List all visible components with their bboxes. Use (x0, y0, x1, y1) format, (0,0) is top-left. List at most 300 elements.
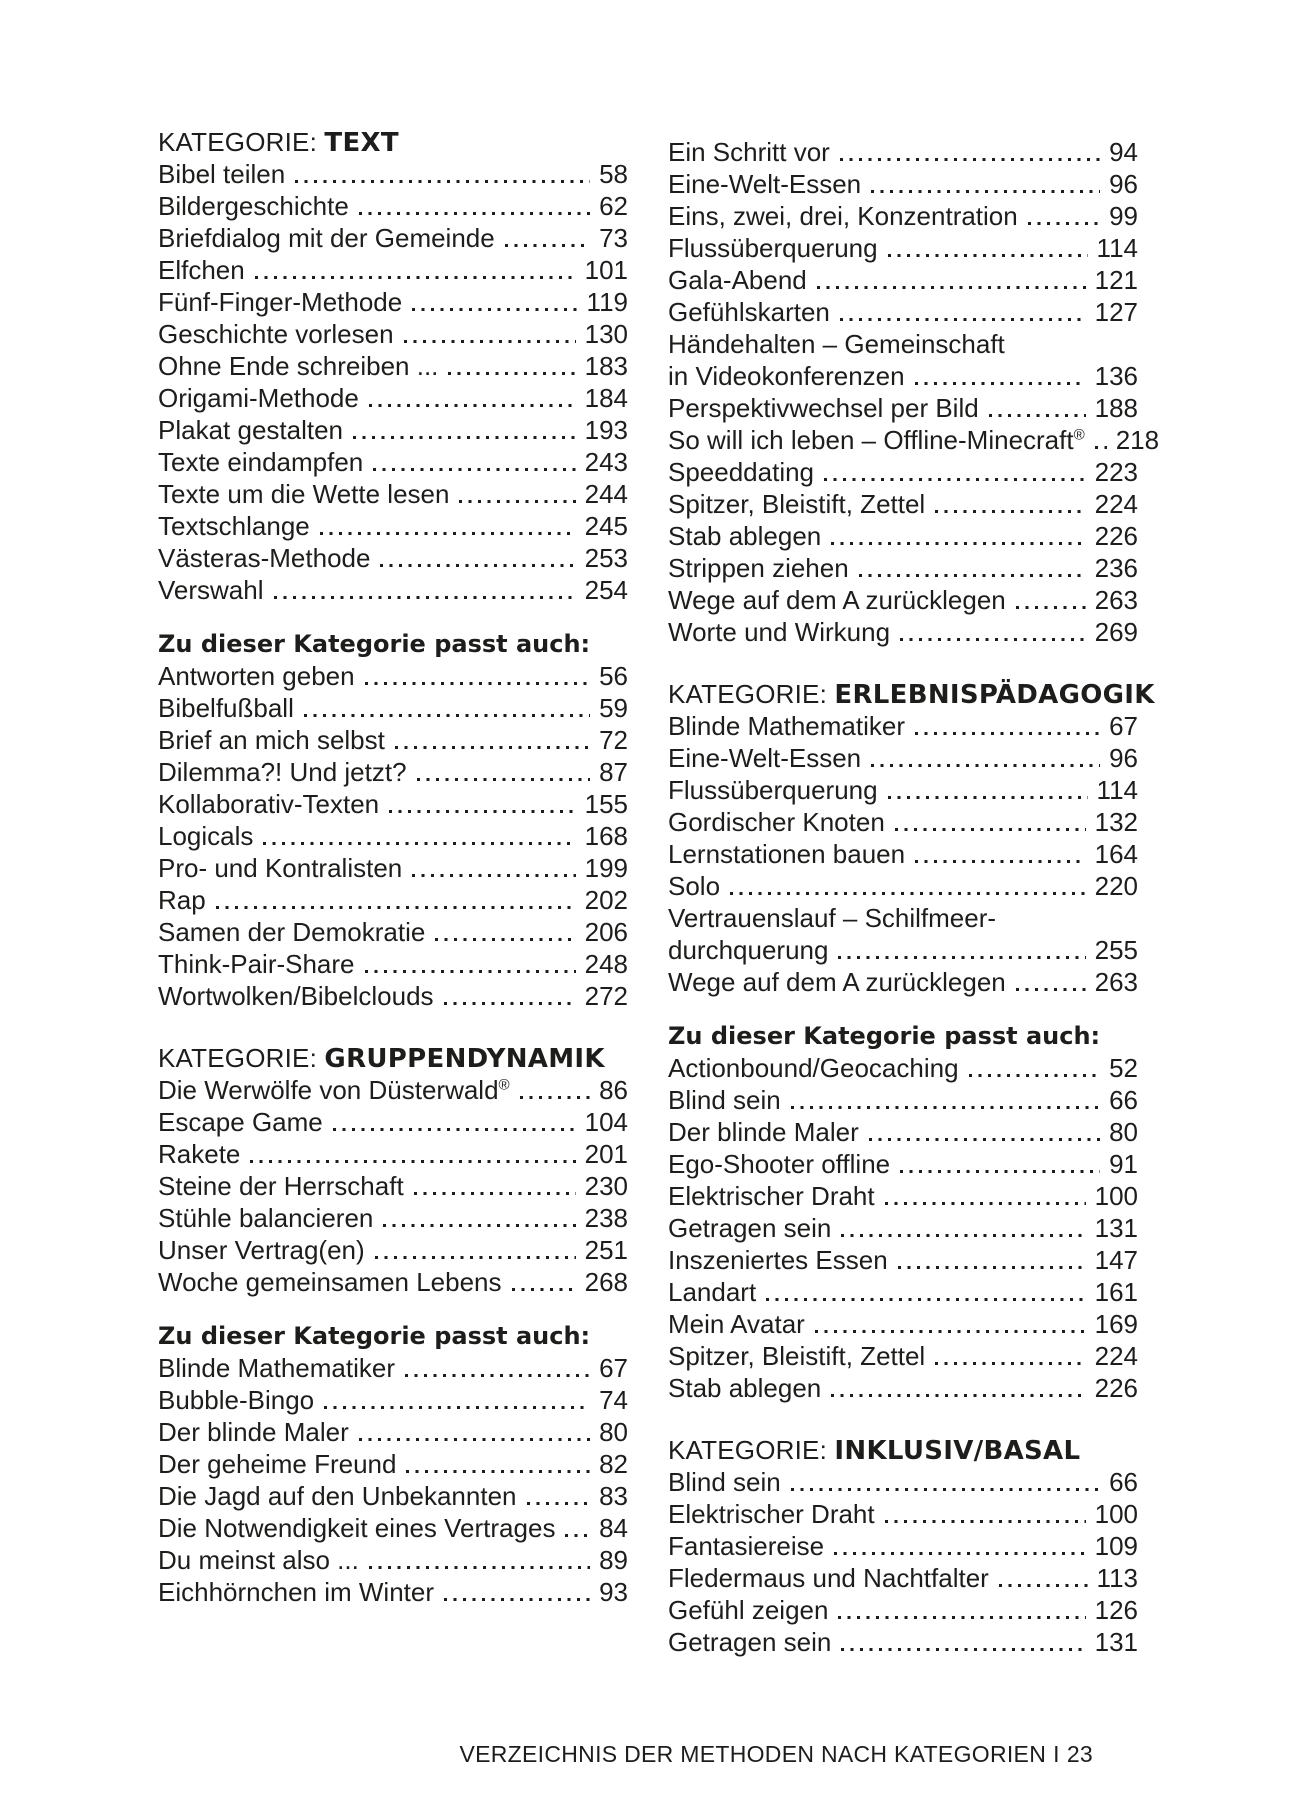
entry-label: Eine-Welt-Essen (668, 743, 862, 773)
entry-label: Texte eindampfen (158, 447, 364, 477)
entry-page-number: 114 (1096, 233, 1138, 263)
entry-page-number: 80 (599, 1417, 628, 1447)
dot-leader (417, 778, 591, 781)
entry-label: Fledermaus und Nachtfalter (668, 1563, 989, 1593)
dot-leader (730, 892, 1086, 895)
entry-label: Wege auf dem A zurücklegen (668, 967, 1006, 997)
entry-label: Händehalten – Gemeinschaft (668, 329, 1005, 359)
entry-page-number: 87 (599, 757, 628, 787)
entry-page-number: 244 (584, 479, 628, 509)
dot-leader (859, 574, 1086, 577)
entry-label: Blind sein (668, 1467, 781, 1497)
toc-entry (158, 318, 628, 350)
dot-leader (412, 874, 575, 877)
dot-leader (838, 1616, 1085, 1619)
entry-page-number: 136 (1094, 361, 1138, 391)
entry-label: Gordischer Knoten (668, 807, 885, 837)
toc-entry (158, 1234, 628, 1266)
entry-page-number: 73 (599, 223, 628, 253)
entry-label: Landart (668, 1277, 757, 1307)
toc-entry (668, 1562, 1138, 1594)
toc-entry (158, 852, 628, 884)
entry-label: Blinde Mathematiker (668, 711, 905, 741)
toc-entry (158, 724, 628, 756)
entry-page-number: 164 (1094, 839, 1138, 869)
toc-entry (668, 870, 1138, 902)
dot-leader (900, 638, 1086, 641)
toc-entry (668, 264, 1138, 296)
entry-label: Pro- und Kontralisten (158, 853, 403, 883)
dot-leader (353, 436, 576, 439)
dot-leader (320, 532, 576, 535)
dot-leader (459, 500, 575, 503)
toc-entry (158, 916, 628, 948)
dot-leader (389, 810, 575, 813)
dot-leader (412, 308, 577, 311)
entry-label: Rakete (158, 1139, 241, 1169)
toc-entry (668, 1372, 1138, 1404)
dot-leader (888, 796, 1088, 799)
entry-page-number: 119 (586, 287, 628, 317)
entry-label: Gala-Abend (668, 265, 807, 295)
entry-page-number: 99 (1109, 201, 1138, 231)
entry-page-number: 236 (1094, 553, 1138, 583)
entry-page-number: 89 (599, 1545, 628, 1575)
entry-label: Bibel teilen (158, 159, 286, 189)
entry-label: Vertrauenslauf – Schilfmeer- (668, 903, 997, 933)
category-name: INKLUSIV/BASAL (834, 1436, 1081, 1466)
toc-entry (668, 1340, 1138, 1372)
dot-leader (304, 714, 590, 717)
entry-page-number: 268 (584, 1267, 628, 1297)
entry-label: Ohne Ende schreiben ... (158, 351, 439, 381)
entry-page-number: 94 (1109, 137, 1138, 167)
category-heading (158, 126, 628, 158)
toc-entry (158, 1576, 628, 1608)
entry-label: Verswahl (158, 575, 264, 605)
entry-label: Briefdialog mit der Gemeinde (158, 223, 495, 253)
entry-page-number: 218 (1115, 425, 1160, 455)
entry-page-number: 56 (599, 661, 628, 691)
entry-page-number: 127 (1094, 297, 1138, 327)
dot-leader (414, 1192, 576, 1195)
dot-leader (1028, 222, 1100, 225)
dot-leader (1095, 446, 1107, 449)
entry-label: Bildergeschichte (158, 191, 349, 221)
dot-leader (766, 1298, 1085, 1301)
entry-label: Ein Schritt vor (668, 137, 830, 167)
toc-entry (158, 478, 628, 510)
entry-label: Die Jagd auf den Unbekannten (158, 1481, 517, 1511)
entry-page-number: 199 (584, 853, 628, 883)
entry-label: Wege auf dem A zurücklegen (668, 585, 1006, 615)
dot-leader (999, 1584, 1088, 1587)
entry-page-number: 201 (584, 1139, 628, 1169)
toc-entry (158, 1138, 628, 1170)
entry-page-number: 183 (584, 351, 628, 381)
toc-entry (668, 710, 1138, 742)
entry-label: Der blinde Maler (668, 1117, 859, 1147)
entry-label: Gefühlskarten (668, 297, 830, 327)
subheading: Zu dieser Kategorie passt auch: (158, 630, 591, 658)
registered-mark: ® (498, 1076, 510, 1094)
toc-entry (158, 542, 628, 574)
entry-page-number: 193 (584, 415, 628, 445)
entry-label: Getragen sein (668, 1213, 832, 1243)
dot-leader (250, 1160, 575, 1163)
entry-page-number: 126 (1094, 1595, 1138, 1625)
entry-label: Samen der Demokratie (158, 917, 426, 947)
toc-entry (158, 948, 628, 980)
toc-entry (158, 1074, 628, 1106)
toc-entry (158, 1352, 628, 1384)
dot-leader (406, 1470, 590, 1473)
entry-page-number: 169 (1094, 1309, 1138, 1339)
toc-entry (668, 136, 1138, 168)
entry-label: Bibelfußball (158, 693, 294, 723)
toc-entry (668, 360, 1138, 392)
entry-label: Perspektivwechsel per Bild (668, 393, 979, 423)
toc-entry (668, 328, 1138, 360)
toc-column-left (158, 126, 628, 1608)
toc-entry (158, 820, 628, 852)
category-prefix: KATEGORIE: (158, 1043, 325, 1073)
dot-leader (395, 746, 590, 749)
entry-page-number: 188 (1094, 393, 1138, 423)
entry-label: Flussüberquerung (668, 233, 878, 263)
toc-entry (158, 382, 628, 414)
entry-label: durchquerung (668, 935, 829, 965)
dot-leader (375, 1256, 576, 1259)
entry-label: Steine der Herrschaft (158, 1171, 404, 1201)
dot-leader (841, 1234, 1085, 1237)
entry-label: Getragen sein (668, 1627, 832, 1657)
dot-leader (383, 1224, 575, 1227)
entry-label: Västeras-Methode (158, 543, 371, 573)
entry-page-number: 248 (584, 949, 628, 979)
entry-page-number: 168 (584, 821, 628, 851)
entry-page-number: 86 (599, 1075, 628, 1105)
category-heading (668, 678, 1155, 710)
entry-label: Spitzer, Bleistift, Zettel (668, 489, 926, 519)
entry-page-number: 202 (584, 885, 628, 915)
toc-entry (668, 966, 1138, 998)
toc-entry (158, 446, 628, 478)
toc-entry (668, 1530, 1138, 1562)
dot-leader (885, 1520, 1086, 1523)
dot-leader (333, 1128, 576, 1131)
entry-label: Gefühl zeigen (668, 1595, 829, 1625)
entry-page-number: 72 (599, 725, 628, 755)
entry-label: Strippen ziehen (668, 553, 849, 583)
dot-leader (900, 1170, 1100, 1173)
dot-leader (448, 372, 575, 375)
toc-entry (668, 520, 1138, 552)
entry-label: Elfchen (158, 255, 245, 285)
dot-leader (871, 190, 1100, 193)
entry-page-number: 96 (1109, 743, 1138, 773)
dot-leader (885, 1202, 1086, 1205)
dot-leader (841, 1648, 1085, 1651)
dot-leader (898, 1266, 1086, 1269)
entry-page-number: 224 (1094, 1341, 1138, 1371)
toc-entry (158, 660, 628, 692)
toc-entry (668, 1626, 1138, 1658)
entry-page-number: 59 (599, 693, 628, 723)
entry-label: Woche gemeinsamen Lebens (158, 1267, 502, 1297)
toc-entry (668, 488, 1138, 520)
dot-leader (359, 212, 590, 215)
toc-entry (158, 1512, 628, 1544)
category-name: GRUPPENDYNAMIK (324, 1044, 605, 1074)
entry-page-number: 243 (584, 447, 628, 477)
entry-label: Geschichte vorlesen (158, 319, 394, 349)
toc-entry (158, 190, 628, 222)
entry-page-number: 52 (1109, 1053, 1138, 1083)
toc-entry (668, 1212, 1138, 1244)
entry-label: Rap (158, 885, 206, 915)
toc-entry (158, 788, 628, 820)
entry-label: Dilemma?! Und jetzt? (158, 757, 407, 787)
entry-page-number: 84 (599, 1513, 628, 1543)
entry-page-number: 131 (1094, 1213, 1138, 1243)
entry-page-number: 147 (1094, 1245, 1138, 1275)
category-name: TEXT (324, 128, 399, 158)
dot-leader (831, 1394, 1085, 1397)
toc-entry (668, 168, 1138, 200)
dot-leader (815, 1330, 1086, 1333)
entry-page-number: 272 (584, 981, 628, 1011)
toc-entry (668, 1498, 1138, 1530)
category-heading (158, 1042, 628, 1074)
entry-label: Inszeniertes Essen (668, 1245, 888, 1275)
toc-entry (158, 1266, 628, 1298)
dot-leader (274, 596, 576, 599)
entry-label: Stab ablegen (668, 521, 822, 551)
dot-leader (444, 1002, 576, 1005)
dot-leader (869, 1138, 1100, 1141)
toc-entry (668, 806, 1138, 838)
entry-page-number: 83 (599, 1481, 628, 1511)
entry-page-number: 226 (1094, 1373, 1138, 1403)
entry-label: Escape Game (158, 1107, 323, 1137)
entry-label: Kollaborativ-Texten (158, 789, 380, 819)
dot-leader (512, 1288, 576, 1291)
toc-entry (668, 742, 1138, 774)
dot-leader (380, 564, 575, 567)
entry-label: Elektrischer Draht (668, 1499, 875, 1529)
toc-entry (668, 392, 1138, 424)
entry-page-number: 238 (584, 1203, 628, 1233)
dot-leader (365, 682, 590, 685)
dot-leader (888, 254, 1088, 257)
entry-label: Blind sein (668, 1085, 781, 1115)
toc-entry (668, 456, 1138, 488)
dot-leader (935, 510, 1085, 513)
dot-leader (817, 286, 1086, 289)
entry-label: Eine-Welt-Essen (668, 169, 862, 199)
category-name: ERLEBNISPÄDAGOGIK (834, 680, 1155, 710)
entry-page-number: 253 (584, 543, 628, 573)
toc-entry (158, 286, 628, 318)
registered-mark: ® (1073, 426, 1085, 444)
toc-entry (668, 232, 1138, 264)
dot-leader (444, 1598, 590, 1601)
entry-page-number: 245 (584, 511, 628, 541)
entry-page-number: 66 (1109, 1467, 1138, 1497)
entry-page-number: 226 (1094, 521, 1138, 551)
toc-entry (668, 584, 1138, 616)
dot-leader (505, 244, 590, 247)
dot-leader (791, 1488, 1100, 1491)
entry-label: So will ich leben – Offline-Minecraft® (668, 425, 1085, 455)
dot-leader (915, 732, 1100, 735)
toc-entry (158, 1202, 628, 1234)
category-heading (668, 1434, 1138, 1466)
toc-entry (158, 1480, 628, 1512)
toc-column-right (668, 136, 1160, 1658)
footer-separator: I (1053, 1741, 1060, 1767)
entry-label: Blinde Mathematiker (158, 1353, 395, 1383)
entry-page-number: 91 (1109, 1149, 1138, 1179)
toc-entry (668, 1052, 1138, 1084)
toc-entry (158, 510, 628, 542)
entry-label: Mein Avatar (668, 1309, 805, 1339)
dot-leader (935, 1362, 1085, 1365)
dot-leader (915, 382, 1086, 385)
entry-label: in Videokonferenzen (668, 361, 905, 391)
dot-leader (989, 414, 1086, 417)
entry-page-number: 58 (599, 159, 628, 189)
entry-page-number: 96 (1109, 169, 1138, 199)
entry-label: Worte und Wirkung (668, 617, 891, 647)
toc-entry (668, 1244, 1138, 1276)
dot-leader (216, 906, 576, 909)
toc-entry (668, 1084, 1138, 1116)
entry-label: Textschlange (158, 511, 310, 541)
toc-entry (668, 1594, 1138, 1626)
category-prefix: KATEGORIE: (668, 1435, 835, 1465)
entry-label: Fünf-Finger-Methode (158, 287, 403, 317)
dot-leader (895, 828, 1086, 831)
dot-leader (369, 1566, 590, 1569)
dot-leader (791, 1106, 1100, 1109)
entry-page-number: 114 (1096, 775, 1138, 805)
entry-page-number: 269 (1094, 617, 1138, 647)
entry-page-number: 67 (1109, 711, 1138, 741)
entry-page-number: 93 (599, 1577, 628, 1607)
dot-leader (404, 340, 576, 343)
entry-page-number: 80 (1109, 1117, 1138, 1147)
entry-label: Ego-Shooter offline (668, 1149, 891, 1179)
toc-entry (158, 222, 628, 254)
dot-leader (255, 276, 576, 279)
dot-leader (373, 468, 575, 471)
toc-entry (668, 552, 1138, 584)
entry-page-number: 74 (599, 1385, 628, 1415)
toc-entry (158, 254, 628, 286)
entry-page-number: 263 (1094, 585, 1138, 615)
running-title: VERZEICHNIS DER METHODEN NACH KATEGORIEN (459, 1741, 1047, 1767)
entry-label: Wortwolken/Bibelclouds (158, 981, 434, 1011)
dot-leader (527, 1502, 591, 1505)
entry-label: Solo (668, 871, 721, 901)
dot-leader (359, 1438, 590, 1441)
entry-page-number: 100 (1094, 1181, 1138, 1211)
toc-entry (668, 1116, 1138, 1148)
dot-leader (824, 478, 1086, 481)
entry-label: Elektrischer Draht (668, 1181, 875, 1211)
dot-leader (365, 970, 576, 973)
entry-label: Eins, zwei, drei, Konzentration (668, 201, 1018, 231)
toc-entry (668, 424, 1160, 456)
dot-leader (324, 1406, 590, 1409)
entry-label: Der geheime Freund (158, 1449, 397, 1479)
entry-page-number: 67 (599, 1353, 628, 1383)
entry-label: Origami-Methode (158, 383, 359, 413)
entry-label: Unser Vertrag(en) (158, 1235, 365, 1265)
dot-leader (565, 1534, 590, 1537)
entry-label: Der blinde Maler (158, 1417, 349, 1447)
toc-entry (158, 1544, 628, 1576)
entry-label: Spitzer, Bleistift, Zettel (668, 1341, 926, 1371)
footer (0, 1741, 1093, 1768)
entry-label: Think-Pair-Share (158, 949, 355, 979)
dot-leader (969, 1074, 1101, 1077)
entry-page-number: 223 (1094, 457, 1138, 487)
entry-page-number: 155 (584, 789, 628, 819)
entry-page-number: 263 (1094, 967, 1138, 997)
toc-entry (668, 774, 1138, 806)
entry-page-number: 184 (584, 383, 628, 413)
entry-label: Speeddating (668, 457, 815, 487)
footer-page-number: 23 (1066, 1741, 1093, 1767)
entry-page-number: 62 (599, 191, 628, 221)
toc-entry (668, 902, 1138, 934)
dot-leader (840, 318, 1086, 321)
toc-entry (158, 574, 628, 606)
toc-entry (158, 158, 628, 190)
toc-entry (668, 1148, 1138, 1180)
entry-page-number: 255 (1094, 935, 1138, 965)
dot-leader (831, 542, 1085, 545)
entry-page-number: 121 (1094, 265, 1138, 295)
entry-page-number: 130 (584, 319, 628, 349)
entry-label: Stab ablegen (668, 1373, 822, 1403)
entry-label: Flussüberquerung (668, 775, 878, 805)
entry-page-number: 66 (1109, 1085, 1138, 1115)
toc-entry (668, 1466, 1138, 1498)
dot-leader (520, 1096, 590, 1099)
subheading: Zu dieser Kategorie passt auch: (158, 1322, 591, 1350)
entry-label: Die Notwendigkeit eines Vertrages (158, 1513, 556, 1543)
entry-label: Antworten geben (158, 661, 355, 691)
dot-leader (838, 956, 1085, 959)
toc-entry (668, 296, 1138, 328)
entry-page-number: 224 (1094, 489, 1138, 519)
entry-label: Brief an mich selbst (158, 725, 385, 755)
category-prefix: KATEGORIE: (158, 127, 325, 157)
toc-entry (158, 1170, 628, 1202)
entry-label: Logicals (158, 821, 254, 851)
toc-entry (668, 838, 1138, 870)
entry-page-number: 101 (584, 255, 628, 285)
toc-entry (158, 692, 628, 724)
dot-leader (915, 860, 1086, 863)
entry-label: Lernstationen bauen (668, 839, 906, 869)
entry-label: Bubble-Bingo (158, 1385, 315, 1415)
toc-entry (158, 884, 628, 916)
